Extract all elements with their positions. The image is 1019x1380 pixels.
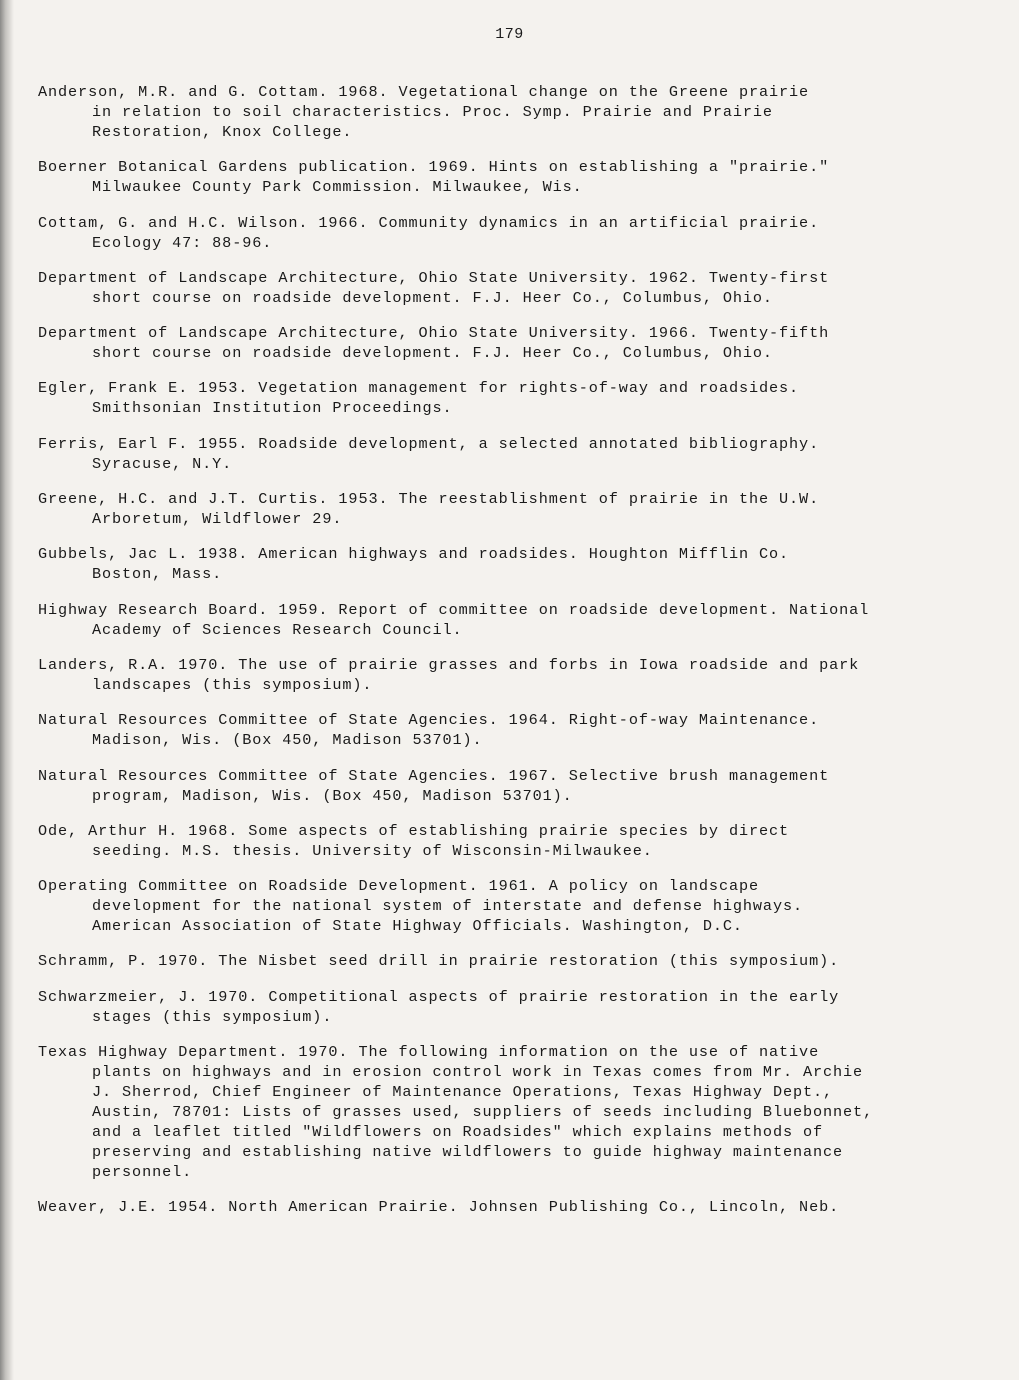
reference-first-line: Gubbels, Jac L. 1938. American highways and roadsides. Houghton Mifflin Co.	[38, 545, 790, 564]
reference-continuation-line: Ecology 47: 88-96.	[92, 233, 273, 252]
reference-entry	[38, 1042, 988, 1182]
reference-first-line: Natural Resources Committee of State Agencies. 1967. Selective brush management	[38, 766, 830, 785]
reference-continuation-line: program, Madison, Wis. (Box 450, Madison 53701).	[92, 786, 573, 805]
reference-entry	[38, 766, 988, 806]
reference-first-line: Greene, H.C. and J.T. Curtis. 1953. The reestablishment of prairie in the U.W.	[38, 490, 820, 509]
reference-list	[38, 82, 988, 1233]
reference-continuation-line: Smithsonian Institution Proceedings.	[92, 399, 453, 418]
reference-continuation-line: Boston, Mass.	[92, 565, 223, 584]
reference-entry	[38, 378, 988, 418]
reference-entry	[38, 323, 988, 363]
reference-entry	[38, 710, 988, 750]
reference-continuation-line: short course on roadside development. F.J. Heer Co., Columbus, Ohio.	[92, 344, 773, 363]
reference-first-line: Cottam, G. and H.C. Wilson. 1966. Community dynamics in an artificial prairie.	[38, 213, 820, 232]
reference-continuation-line: Arboretum, Wildflower 29.	[92, 510, 343, 529]
reference-entry	[38, 489, 988, 529]
reference-entry	[38, 987, 988, 1027]
reference-entry	[38, 544, 988, 584]
reference-first-line: Ode, Arthur H. 1968. Some aspects of establishing prairie species by direct	[38, 821, 790, 840]
reference-continuation-line: in relation to soil characteristics. Proc. Symp. Prairie and Prairie	[92, 103, 773, 121]
reference-first-line: Ferris, Earl F. 1955. Roadside development, a selected annotated bibliography.	[38, 434, 820, 453]
reference-continuation-line: development for the national system of interstate and defense highways.	[92, 897, 803, 916]
page-binding-shadow	[0, 0, 14, 1380]
reference-first-line: Operating Committee on Roadside Development. 1961. A policy on landscape	[38, 877, 760, 896]
reference-first-line: Weaver, J.E. 1954. North American Prairie. Johnsen Publishing Co., Lincoln, Neb.	[38, 1198, 840, 1217]
reference-entry	[38, 268, 988, 308]
reference-entry	[38, 951, 988, 971]
reference-continuation-line: preserving and establishing native wildflowers to guide highway maintenance	[92, 1143, 844, 1162]
reference-continuation-line: Syracuse, N.Y.	[92, 454, 233, 473]
reference-first-line: Department of Landscape Architecture, Ohio State University. 1966. Twenty-fifth	[38, 324, 830, 343]
reference-first-line: Schwarzmeier, J. 1970. Competitional aspects of prairie restoration in the early	[38, 987, 840, 1006]
page-number: 179	[495, 26, 524, 43]
reference-continuation-line: and a leaflet titled "Wildflowers on Roadsides" which explains methods of	[92, 1123, 824, 1142]
reference-entry	[38, 1197, 988, 1217]
reference-first-line: Landers, R.A. 1970. The use of prairie grasses and forbs in Iowa roadside and park	[38, 655, 860, 674]
reference-entry	[38, 655, 988, 695]
reference-first-line: Schramm, P. 1970. The Nisbet seed drill in prairie restoration (this symposium).	[38, 952, 840, 971]
reference-continuation-line: Madison, Wis. (Box 450, Madison 53701).	[92, 731, 483, 750]
reference-entry	[38, 876, 988, 936]
reference-first-line: Egler, Frank E. 1953. Vegetation management for rights-of-way and roadsides.	[38, 379, 800, 398]
reference-continuation-line: J. Sherrod, Chief Engineer of Maintenance Operations, Texas Highway Dept.,	[92, 1083, 834, 1102]
reference-continuation-line: Academy of Sciences Research Council.	[92, 620, 463, 639]
reference-entry	[38, 821, 988, 861]
reference-entry	[38, 213, 988, 253]
reference-continuation-line: personnel.	[92, 1163, 193, 1182]
reference-first-line: Texas Highway Department. 1970. The following information on the use of native	[38, 1043, 820, 1062]
reference-continuation-line: seeding. M.S. thesis. University of Wisconsin-Milwaukee.	[92, 841, 653, 860]
reference-continuation-line: plants on highways and in erosion control work in Texas comes from Mr. Archie	[92, 1063, 864, 1082]
reference-first-line: Natural Resources Committee of State Agencies. 1964. Right-of-way Maintenance.	[38, 711, 820, 730]
reference-first-line: Anderson, M.R. and G. Cottam. 1968. Vegetational change on the Greene prairie	[38, 83, 810, 101]
reference-continuation-line: landscapes (this symposium).	[92, 675, 373, 694]
reference-continuation-line: stages (this symposium).	[92, 1007, 333, 1026]
reference-continuation-line: Restoration, Knox College.	[92, 123, 353, 141]
reference-entry	[38, 434, 988, 474]
reference-continuation-line: Milwaukee County Park Commission. Milwaukee, Wis.	[92, 178, 583, 197]
reference-first-line: Boerner Botanical Gardens publication. 1969. Hints on establishing a "prairie."	[38, 158, 830, 177]
reference-first-line: Department of Landscape Architecture, Ohio State University. 1962. Twenty-first	[38, 268, 830, 287]
reference-continuation-line: American Association of State Highway Officials. Washington, D.C.	[92, 917, 743, 936]
reference-continuation-line: Austin, 78701: Lists of grasses used, suppliers of seeds including Bluebonnet,	[92, 1103, 874, 1122]
reference-entry	[38, 82, 988, 142]
reference-entry	[38, 157, 988, 197]
reference-entry	[38, 600, 988, 640]
reference-first-line: Highway Research Board. 1959. Report of committee on roadside development. National	[38, 600, 870, 619]
reference-continuation-line: short course on roadside development. F.J. Heer Co., Columbus, Ohio.	[92, 288, 773, 307]
